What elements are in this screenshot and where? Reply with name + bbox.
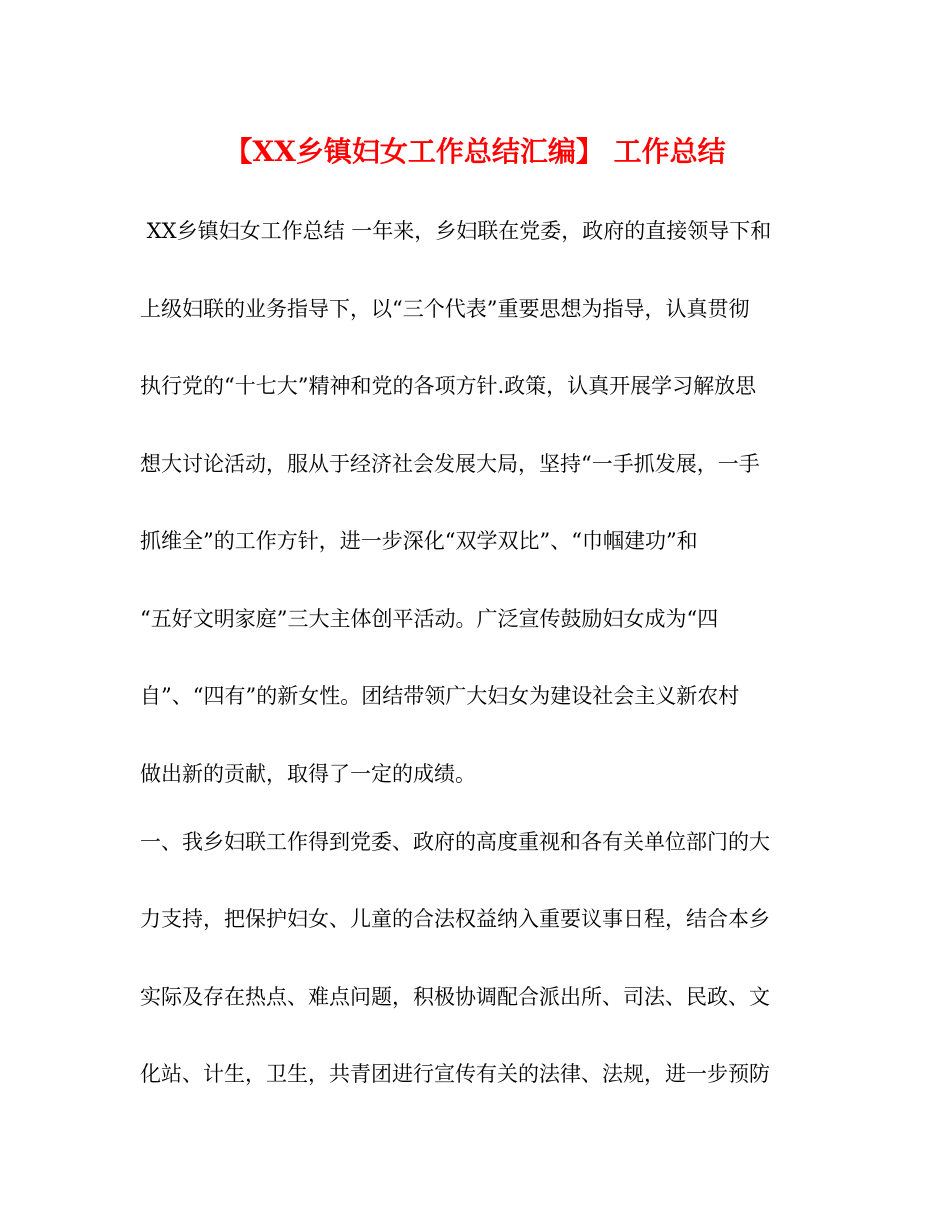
document-title: 【XX乡镇妇女工作总结汇编】 工作总结 <box>224 135 726 168</box>
body-line-7: 自”、“四有”的新女性。团结带领广大妇女为建设社会主义新农村 <box>140 684 740 708</box>
body-line-9: 一、我乡妇联工作得到党委、政府的高度重视和各有关单位部门的大 <box>140 829 770 854</box>
body-line-8: 做出新的贡献，取得了一定的成绩。 <box>140 761 476 786</box>
body-line-3: 执行党的“十七大”精神和党的各项方针.政策，认真开展学习解放思 <box>140 374 757 398</box>
body-line-6: “五好文明家庭”三大主体创平活动。广泛宣传鼓励妇女成为“四 <box>140 606 719 631</box>
body-line-5: 抓维全”的工作方针，进一步深化“双学双比”、“巾帼建功”和 <box>140 529 698 553</box>
body-line-4: 想大讨论活动，服从于经济社会发展大局，坚持“一手抓发展，一手 <box>140 451 760 476</box>
body-line-1: XX乡镇妇女工作总结 一年来，乡妇联在党委，政府的直接领导下和 <box>140 219 772 243</box>
document-body <box>140 212 820 1133</box>
body-line-2: 上级妇联的业务指导下，以“三个代表”重要思想为指导，认真贯彻 <box>140 296 750 321</box>
body-line-11: 实际及存在热点、难点问题，积极协调配合派出所、司法、民政、文 <box>140 984 770 1009</box>
body-line-10: 力支持，把保护妇女、儿童的合法权益纳入重要议事日程，结合本乡 <box>140 907 770 931</box>
body-line-12: 化站、计生，卫生，共青团进行宣传有关的法律、法规，进一步预防 <box>140 1062 770 1086</box>
